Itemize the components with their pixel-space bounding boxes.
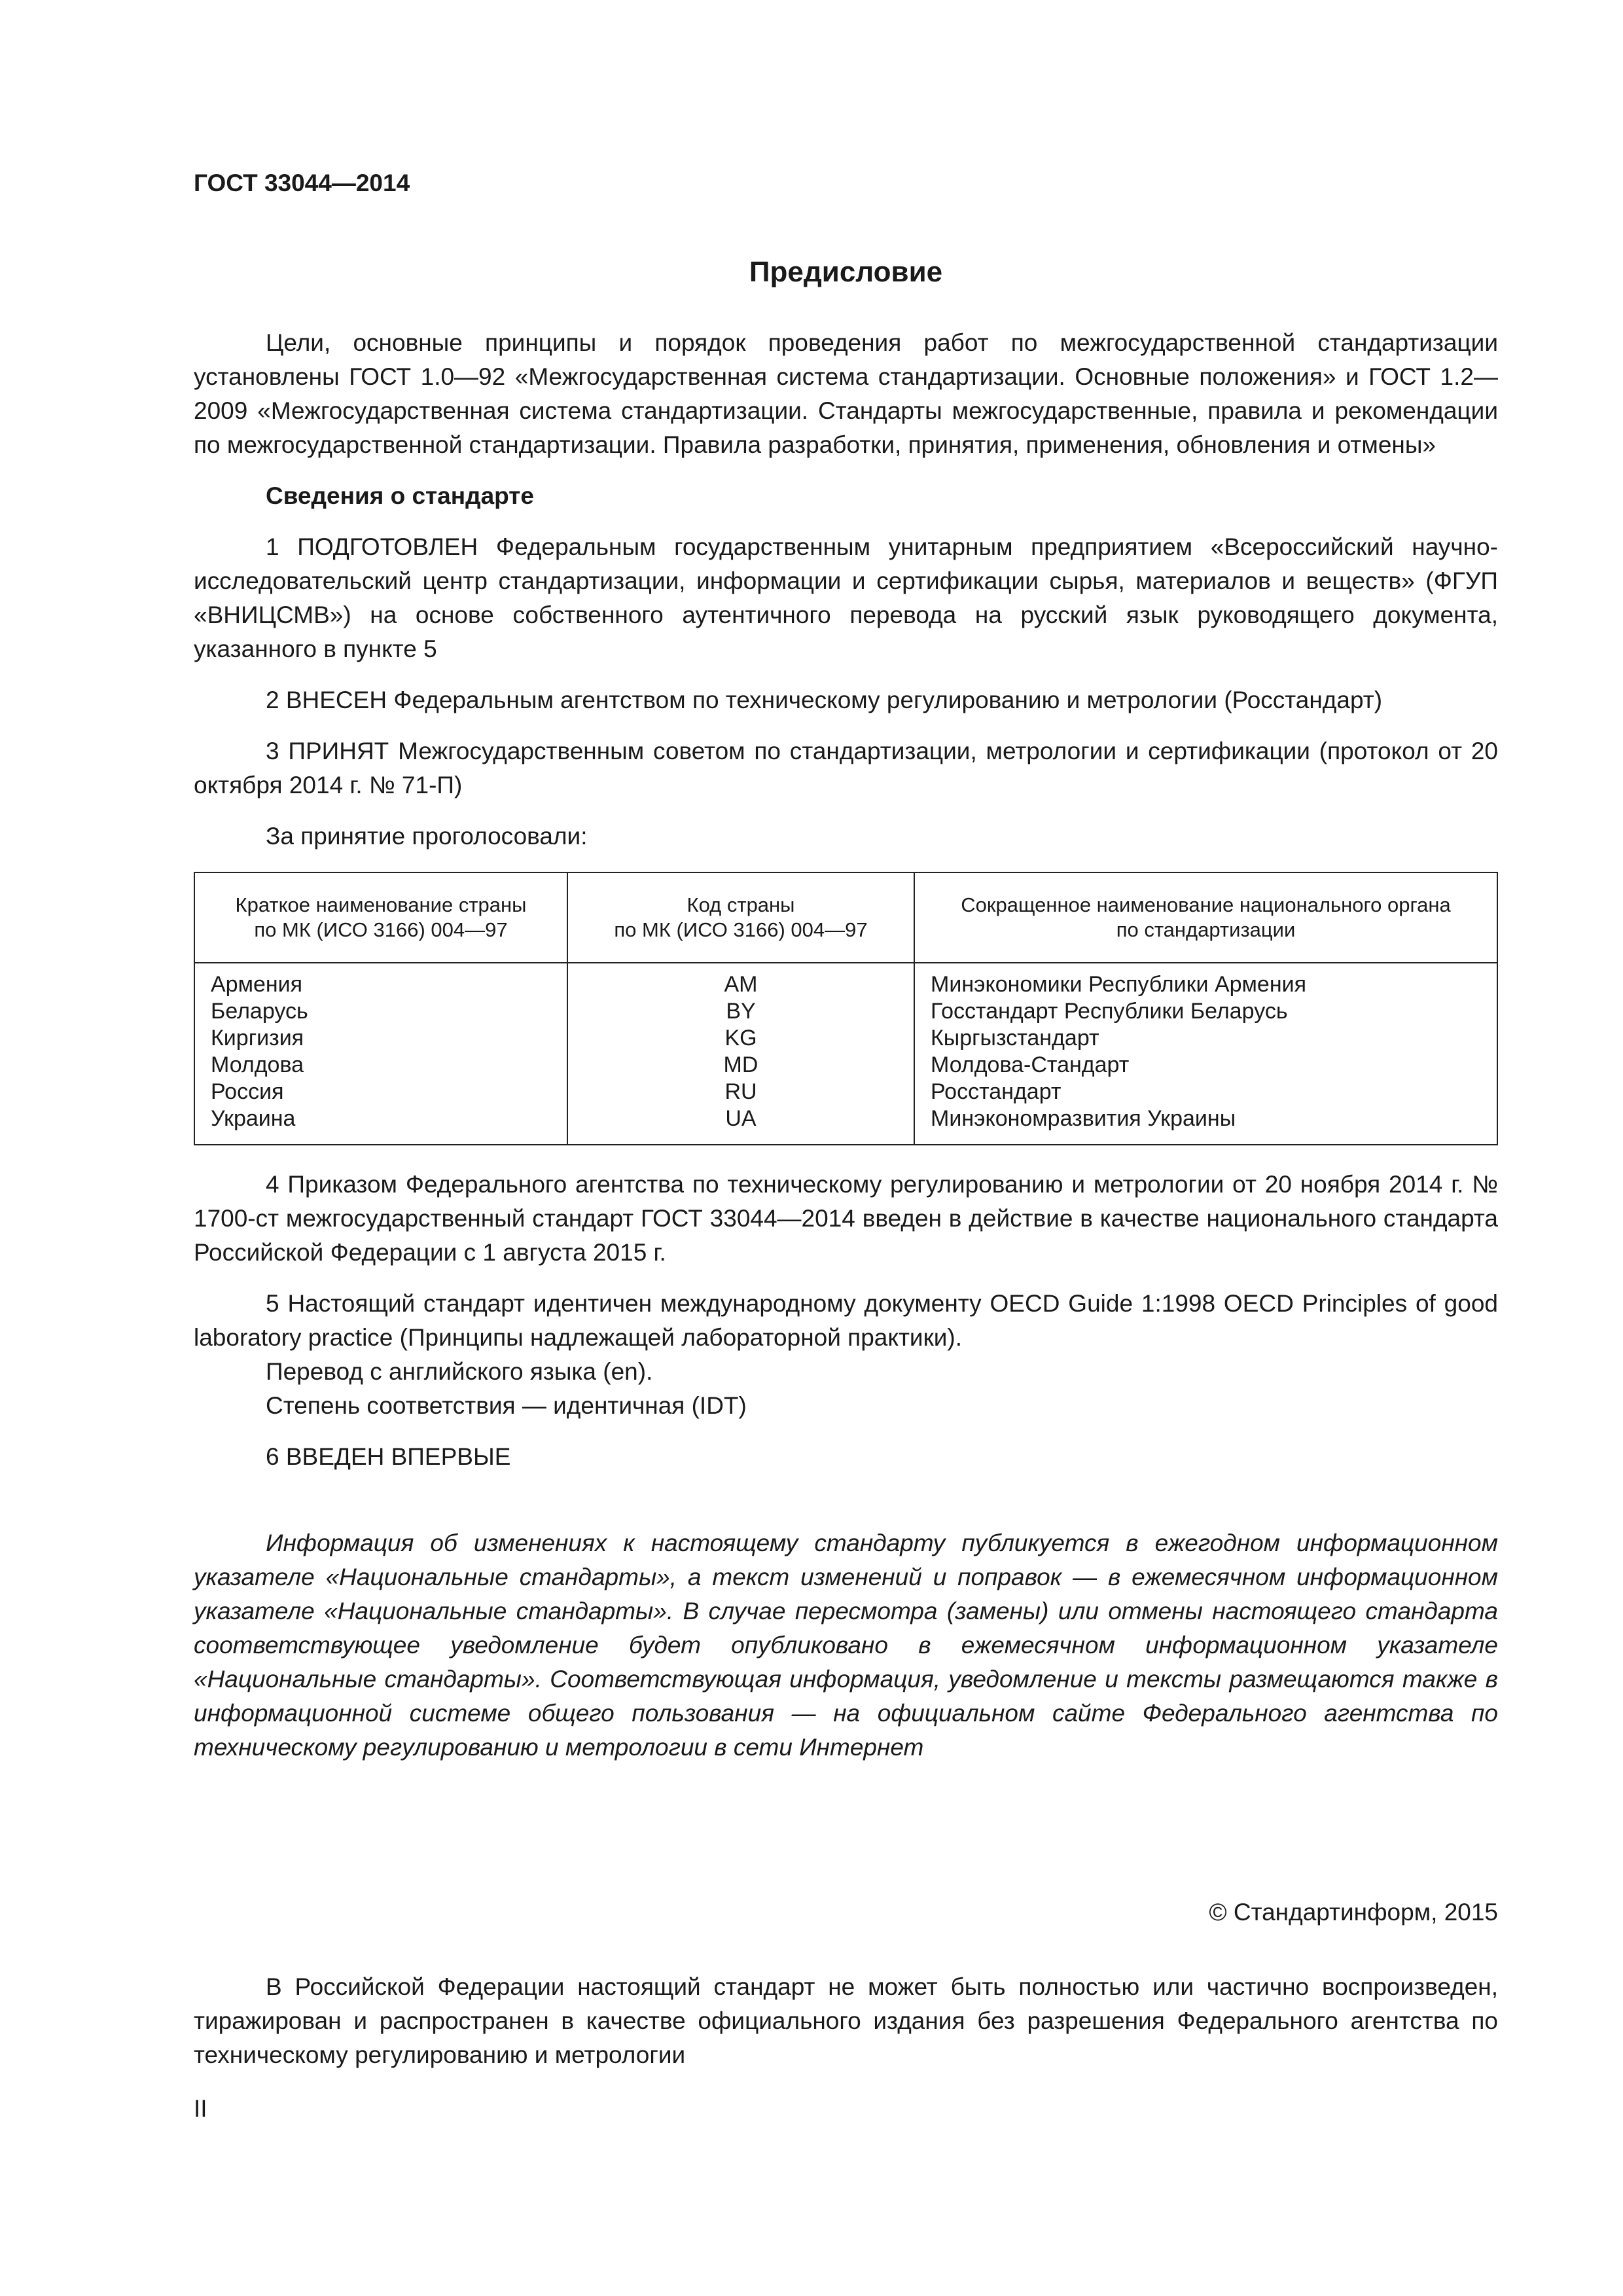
table-row bbox=[194, 963, 1497, 1145]
header-code bbox=[567, 872, 914, 963]
item-5-degree: Степень соответствия — идентичная (IDT) bbox=[266, 1392, 747, 1419]
body-cell: Росстандарт bbox=[931, 1079, 1061, 1104]
page-title: Предисловие bbox=[749, 256, 943, 288]
item-2: 2 ВНЕСЕН Федеральным агентством по техническому регулированию и метрологии (Росстандарт) bbox=[266, 687, 1383, 713]
item-5-translation: Перевод с английского языка (en). bbox=[266, 1358, 653, 1385]
item-5: 5 Настоящий стандарт идентичен международному документу OECD Guide 1:1998 OECD Principles of good laboratory practice (Принципы надлежащей лабораторной практики). bbox=[194, 1290, 1498, 1351]
table-header-row bbox=[194, 872, 1497, 963]
header-code-line2: по МК (ИСО 3166) 004—97 bbox=[614, 918, 868, 941]
code-cell: KG bbox=[724, 1026, 757, 1050]
reproduction-notice: В Российской Федерации настоящий стандарт не может быть полностью или частично воспроизведен, тиражирован и распространен в качестве официального издания без разрешения Федерального агентства по техническому регулированию и метрологии bbox=[194, 1973, 1498, 2068]
code-cell: RU bbox=[724, 1079, 757, 1104]
country-cell: Молдова bbox=[211, 1052, 304, 1077]
header-body bbox=[914, 872, 1497, 963]
changes-notice: Информация об изменениях к настоящему стандарту публикуется в ежегодном информационном указателе «Национальные стандарты», а текст изменений и поправок — в ежемесячном информационном указателе «Национальные стандарты». В случае пересмотра (замены) или отмены настоящего стандарта соответствующее уведомление будет опубликовано в ежемесячном информационном указателе «Национальные стандарты». Соответствующая информация, уведомление и тексты размещаются также в информационной системе общего пользования — на официальном сайте Федерального агентства по техническому регулированию и метрологии в сети Интернет bbox=[194, 1530, 1498, 1761]
vote-table bbox=[194, 872, 1498, 1145]
vote-caption: За принятие проголосовали: bbox=[266, 823, 588, 850]
copyright: © Стандартинформ, 2015 bbox=[1209, 1899, 1498, 1926]
country-cell: Армения bbox=[211, 972, 303, 997]
country-cell: Россия bbox=[211, 1079, 284, 1104]
body-cell: Молдова-Стандарт bbox=[931, 1052, 1130, 1077]
body-cell: Госстандарт Республики Беларусь bbox=[931, 999, 1288, 1024]
country-cell: Беларусь bbox=[211, 999, 308, 1024]
country-cell: Киргизия bbox=[211, 1026, 304, 1050]
header-body-line2: по стандартизации bbox=[1116, 918, 1296, 941]
intro-paragraph: Цели, основные принципы и порядок проведения работ по межгосударственной стандартизации установлены ГОСТ 1.0—92 «Межгосударственная система стандартизации. Основные положения» и ГОСТ 1.2—2009 «Межгосударственная система стандартизации. Стандарты межгосударственные, правила и рекомендации по межгосударственной стандартизации. Правила разработки, принятия, применения, обновления и отмены» bbox=[194, 329, 1498, 458]
header-country bbox=[194, 872, 567, 963]
body-column bbox=[914, 963, 1497, 1145]
body-cell: Минэкономики Республики Армения bbox=[931, 972, 1306, 997]
header-country-line1: Краткое наименование страны bbox=[235, 893, 527, 916]
body-cell: Минэкономразвития Украины bbox=[931, 1106, 1236, 1131]
header-country-line2: по МК (ИСО 3166) 004—97 bbox=[254, 918, 508, 941]
item-6: 6 ВВЕДЕН ВПЕРВЫЕ bbox=[266, 1443, 511, 1470]
code-cell: AM bbox=[724, 972, 758, 997]
body-cell: Кыргызстандарт bbox=[931, 1026, 1099, 1050]
info-heading: Сведения о стандарте bbox=[266, 482, 534, 509]
page-number: II bbox=[194, 2095, 207, 2122]
item-4: 4 Приказом Федерального агентства по техническому регулированию и метрологии от 20 ноября 2014 г. № 1700-ст межгосударственный стандарт ГОСТ 33044—2014 введен в действие в качестве национального стандарта Российской Федерации с 1 августа 2015 г. bbox=[194, 1171, 1498, 1266]
code-cell: MD bbox=[723, 1052, 758, 1077]
country-cell: Украина bbox=[211, 1106, 296, 1131]
code-cell: UA bbox=[725, 1106, 757, 1131]
country-column bbox=[194, 963, 567, 1145]
document-code: ГОСТ 33044—2014 bbox=[194, 170, 410, 196]
code-cell: BY bbox=[726, 999, 756, 1024]
header-body-line1: Сокращенное наименование национального органа bbox=[961, 893, 1451, 916]
code-column bbox=[567, 963, 914, 1145]
item-1: 1 ПОДГОТОВЛЕН Федеральным государственным унитарным предприятием «Всероссийский научно-исследовательский центр стандартизации, информации и сертификации сырья, материалов и веществ» (ФГУП «ВНИЦСМВ») на основе собственного аутентичного перевода на русский язык руководящего документа, указанного в пункте 5 bbox=[194, 533, 1498, 662]
item-3: 3 ПРИНЯТ Межгосударственным советом по стандартизации, метрологии и сертификации (протокол от 20 октября 2014 г. № 71-П) bbox=[194, 738, 1498, 798]
header-code-line1: Код страны bbox=[687, 893, 795, 916]
